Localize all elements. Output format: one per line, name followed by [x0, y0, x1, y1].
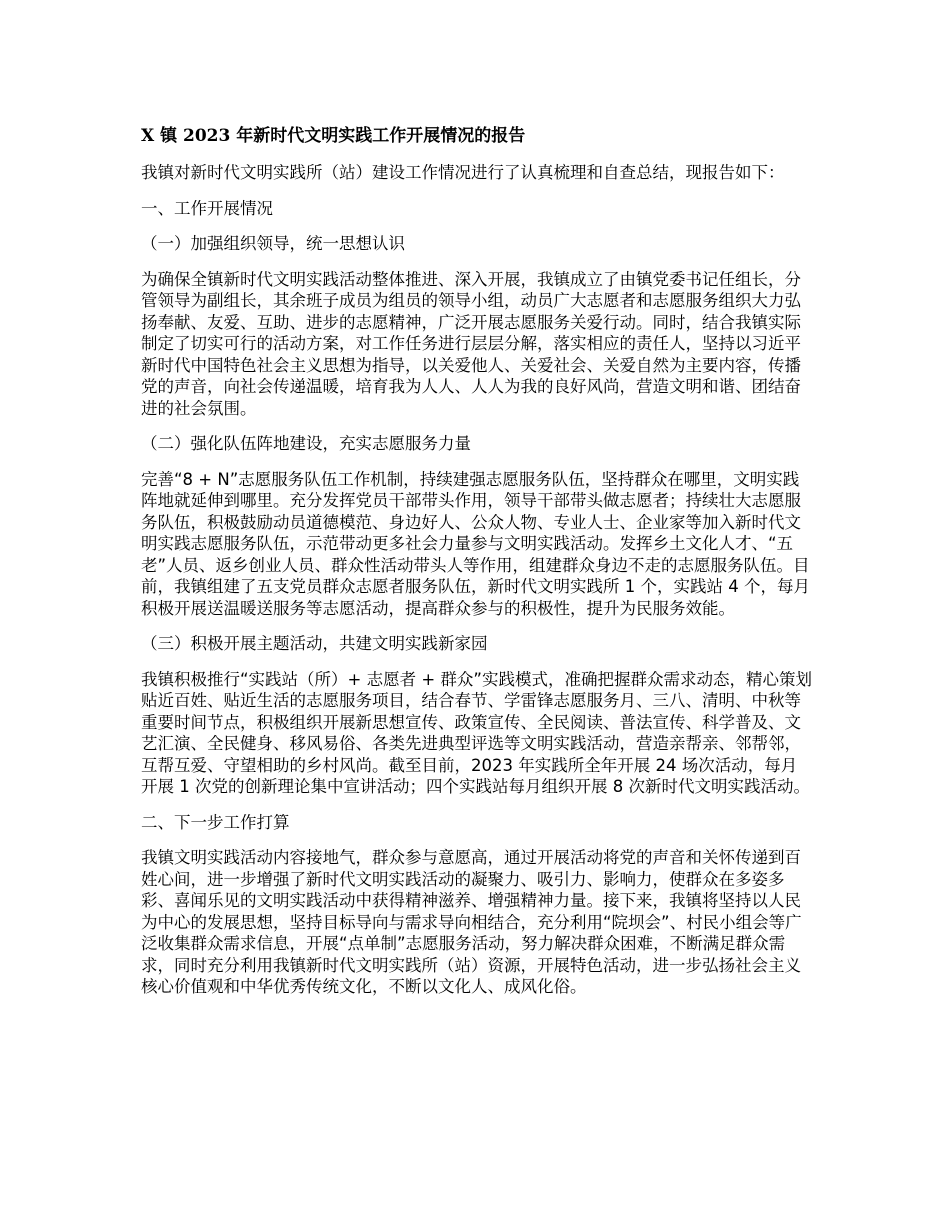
- document-page: [141, 124, 813, 1012]
- subsection-1-heading: （一）加强组织领导，统一思想认识: [141, 234, 405, 253]
- subsection-2-body: 完善“8 + N”志愿服务队伍工作机制，持续建强志愿服务队伍，坚持群众在哪里，文明实践阵地就延伸到哪里。充分发挥党员干部带头作用，领导干部带头做志愿者；持续壮大志愿服务队伍，积极鼓励动员道德模范、身边好人、公众人物、专业人士、企业家等加入新时代文明实践志愿服务队伍，示范带动更多社会力量参与文明实践活动。发挥乡土文化人才、“五老”人员、返乡创业人员、群众性活动带头人等作用，组建群众身边不走的志愿服务队伍。目前，我镇组建了五支党员群众志愿者服务队伍，新时代文明实践所 1 个，实践站 4 个，每月积极开展送温暖送服务等志愿活动，提高群众参与的积极性，提升为民服务效能。: [141, 469, 810, 618]
- subsection-2-heading: （二）强化队伍阵地建设，充实志愿服务力量: [141, 434, 471, 453]
- section-2-body: 我镇文明实践活动内容接地气，群众参与意愿高，通过开展活动将党的声音和关怀传递到百姓心间，进一步增强了新时代文明实践活动的凝聚力、吸引力、影响力，使群众在多姿多彩、喜闻乐见的文明实践活动中获得精神滋养、增强精神力量。接下来，我镇将坚持以人民为中心的发展思想，坚持目标导向与需求导向相结合，充分利用“院坝会”、村民小组会等广泛收集群众需求信息，开展“点单制”志愿服务活动，努力解决群众困难，不断满足群众需求，同时充分利用我镇新时代文明实践所（站）资源，开展特色活动，进一步弘扬社会主义核心价值观和中华优秀传统文化，不断以文化人、成风化俗。: [141, 848, 802, 996]
- document-title: X 镇 2023 年新时代文明实践工作开展情况的报告: [141, 126, 526, 146]
- subsection-1-body: 为确保全镇新时代文明实践活动整体推进、深入开展，我镇成立了由镇党委书记任组长，分管领导为副组长，其余班子成员为组员的领导小组，动员广大志愿者和志愿服务组织大力弘扬奉献、友爱、互助、进步的志愿精神，广泛开展志愿服务关爱行动。同时，结合我镇实际制定了切实可行的活动方案，对工作任务进行层层分解，落实相应的责任人，坚持以习近平新时代中国特色社会主义思想为指导，以关爱他人、关爱社会、关爱自然为主要内容，传播党的声音，向社会传递温暖，培育我为人人、人人为我的良好风尚，营造文明和谐、团结奋进的社会氛围。: [141, 269, 801, 418]
- intro-paragraph: 我镇对新时代文明实践所（站）建设工作情况进行了认真梳理和自查总结，现报告如下：: [141, 163, 785, 182]
- section-2-heading: 二、下一步工作打算: [141, 812, 290, 832]
- section-1-heading: 一、工作开展情况: [141, 198, 273, 218]
- subsection-3-body: 我镇积极推行“实践站（所）+ 志愿者 + 群众”实践模式，准确把握群众需求动态，精心策划贴近百姓、贴近生活的志愿服务项目，结合春节、学雷锋志愿服务月、三八、清明、中秋等重要时间节点，积极组织开展新思想宣传、政策宣传、全民阅读、普法宣传、科学普及、文艺汇演、全民健身、移风易俗、各类先进典型评选等文明实践活动，营造亲帮亲、邻帮邻，互帮互爱、守望相助的乡村风尚。截至目前，2023 年实践所全年开展 24 场次活动，每月开展 1 次党的创新理论集中宣讲活动；四个实践站每月组织开展 8 次新时代文明实践活动。: [141, 669, 812, 796]
- subsection-3-heading: （三）积极开展主题活动，共建文明实践新家园: [141, 634, 488, 653]
